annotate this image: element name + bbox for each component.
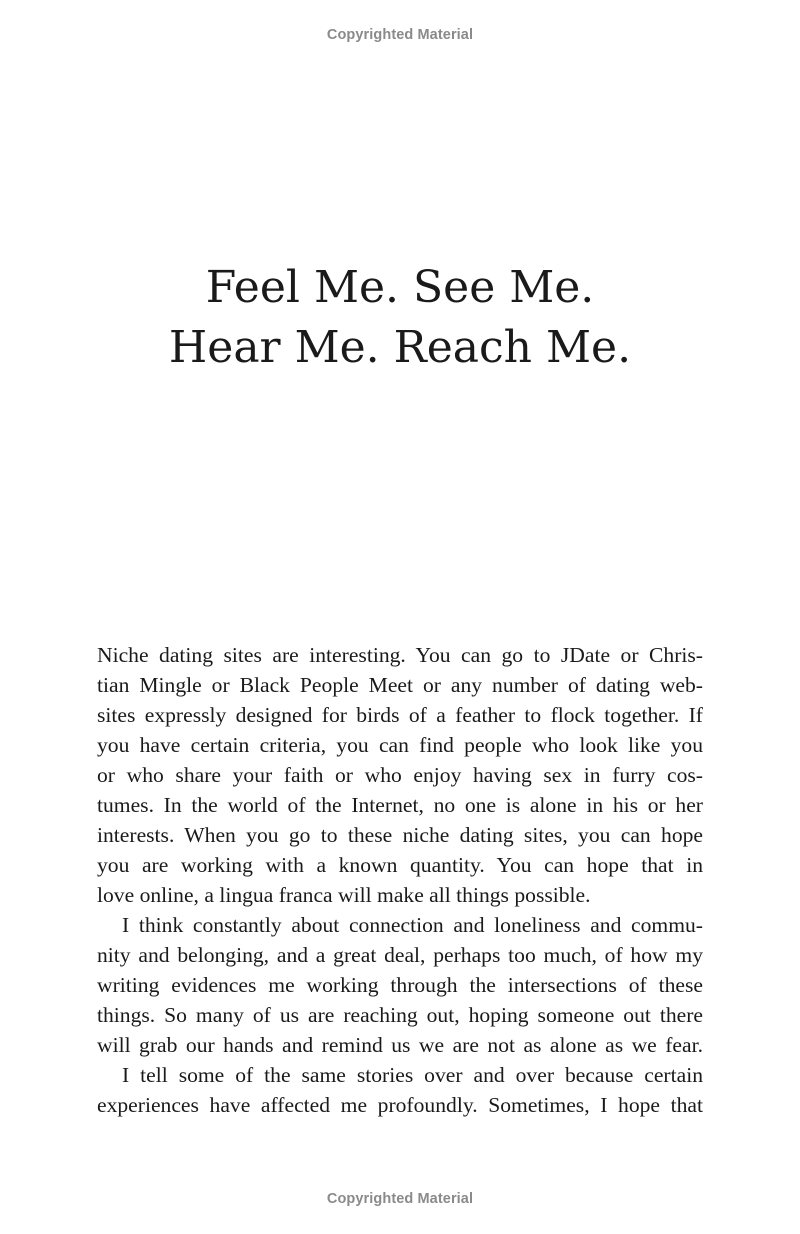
text-line: tian Mingle or Black People Meet or any number of dating web- [97,673,703,697]
text-line: or who share your faith or who enjoy having sex in furry cos- [97,763,703,787]
chapter-title [0,258,800,378]
text-line: Niche dating sites are interesting. You can go to JDate or Chris- [97,643,703,667]
text-line: sites expressly designed for birds of a feather to flock together. If [97,703,703,727]
body-text [97,640,703,1120]
chapter-title-line-1: Feel Me. See Me. [205,262,595,313]
chapter-title-line-2: Hear Me. Reach Me. [168,322,632,373]
text-line: experiences have affected me profoundly. Sometimes, I hope that [97,1093,703,1117]
text-line: you are working with a known quantity. You can hope that in [97,853,703,877]
paragraph-1 [97,640,703,910]
text-line: tumes. In the world of the Internet, no one is alone in his or her [97,793,703,817]
text-line: nity and belonging, and a great deal, perhaps too much, of how my [97,943,703,967]
text-line: you have certain criteria, you can find people who look like you [97,733,703,757]
text-line: I tell some of the same stories over and over because certain [122,1063,703,1087]
copyright-watermark-bottom: Copyrighted Material [326,1191,474,1207]
text-line: writing evidences me working through the intersections of these [97,973,703,997]
text-line: will grab our hands and remind us we are not as alone as we fear. [97,1033,703,1057]
text-line: love online, a lingua franca will make all things possible. [97,883,591,907]
paragraph-3 [97,1060,703,1120]
text-line: I think constantly about connection and loneliness and commu- [122,913,703,937]
copyright-watermark-top: Copyrighted Material [326,27,474,43]
text-line: interests. When you go to these niche dating sites, you can hope [97,823,703,847]
paragraph-2 [97,910,703,1060]
text-line: things. So many of us are reaching out, hoping someone out there [97,1003,703,1027]
